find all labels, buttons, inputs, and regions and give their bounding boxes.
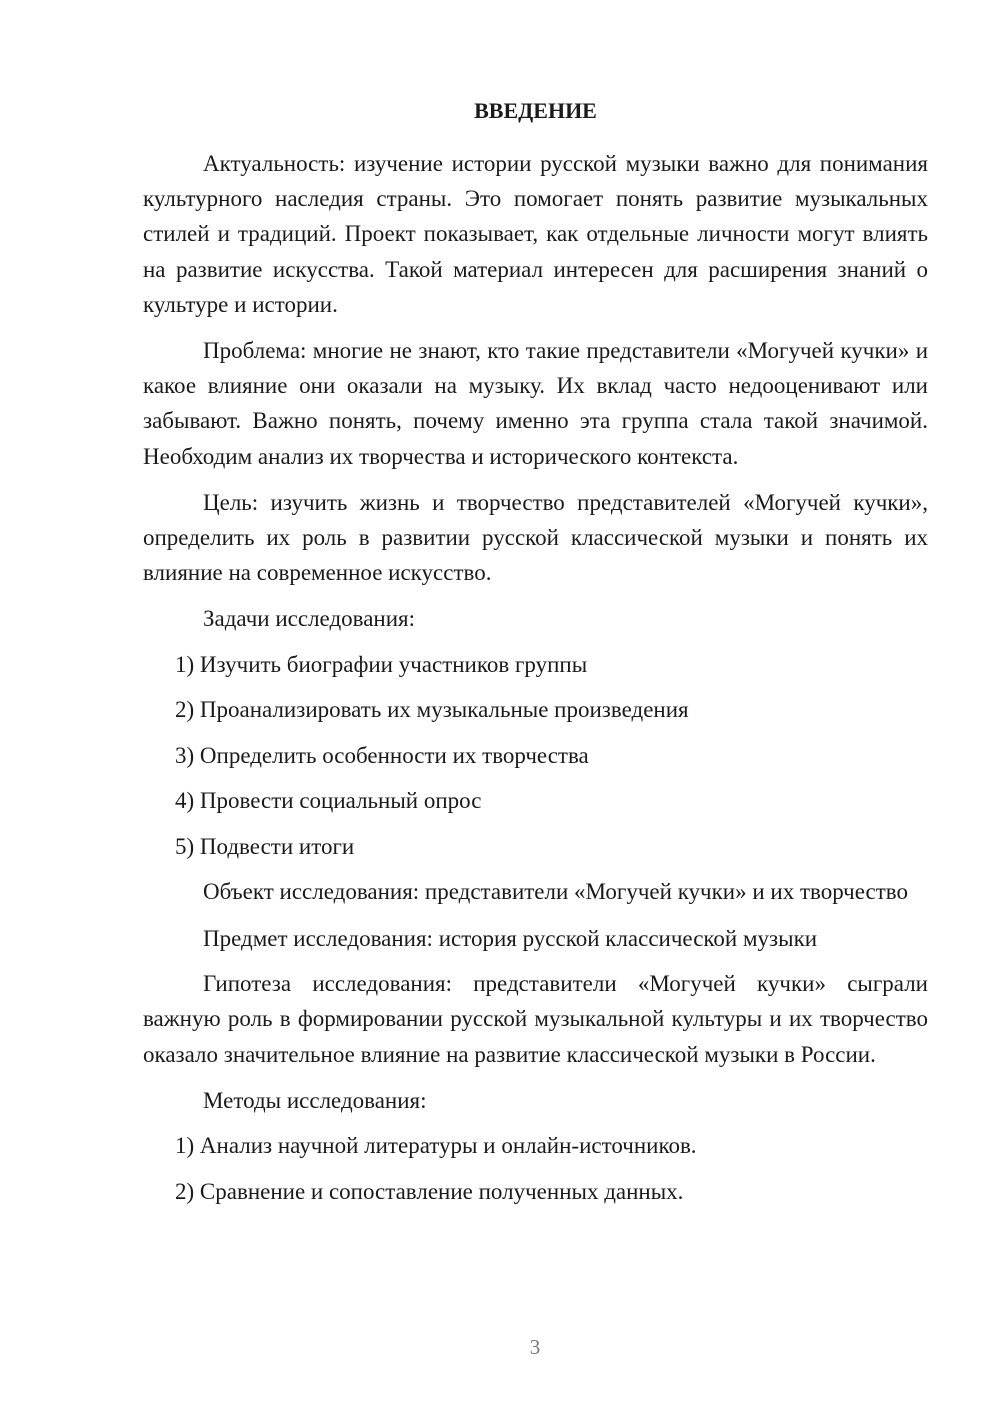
methods-list [143,1128,928,1209]
method-item-1: 1) Анализ научной литературы и онлайн-источников. [175,1133,697,1159]
problem-paragraph: Проблема: многие не знают, кто такие представители «Могучей кучки» и какое влияние они оказали на музыку. Их вклад часто недооценивают или забывают. Важно понять, почему именно эта группа стала такой значимой. Необходим анализ их творчества и исторического контекста. [143,338,928,469]
object-paragraph: Объект исследования: представители «Могучей кучки» и их творчество [203,879,908,905]
task-item-5: 5) Подвести итоги [175,833,355,859]
relevance-paragraph: Актуальность: изучение истории русской музыки важно для понимания культурного наследия страны. Это помогает понять развитие музыкальных стилей и традиций. Проект показывает, как отдельные личности могут влиять на развитие искусства. Такой материал интересен для расширения знаний о культуре и истории. [143,151,928,317]
hypothesis-paragraph: Гипотеза исследования: представители «Могучей кучки» сыграли важную роль в формировании русской музыкальной культуры и их творчество оказало значительное влияние на развитие классической музыки в России. [143,971,928,1067]
task-item-1: 1) Изучить биографии участников группы [175,651,588,677]
task-item-3: 3) Определить особенности их творчества [175,742,589,768]
task-item-2: 2) Проанализировать их музыкальные произведения [175,697,689,723]
tasks-list [143,647,928,864]
goal-paragraph: Цель: изучить жизнь и творчество представителей «Могучей кучки», определить их роль в развитии русской классической музыки и понять их влияние на современное искусство. [143,489,928,586]
section-title: ВВЕДЕНИЕ [474,98,597,123]
tasks-heading: Задачи исследования: [203,606,416,632]
page-number: 3 [529,1335,541,1359]
subject-paragraph: Предмет исследования: история русской классической музыки [203,925,818,951]
method-item-2: 2) Сравнение и сопоставление полученных данных. [175,1178,684,1204]
methods-heading: Методы исследования: [203,1087,427,1113]
task-item-4: 4) Провести социальный опрос [175,788,482,814]
page-content [143,98,928,1219]
